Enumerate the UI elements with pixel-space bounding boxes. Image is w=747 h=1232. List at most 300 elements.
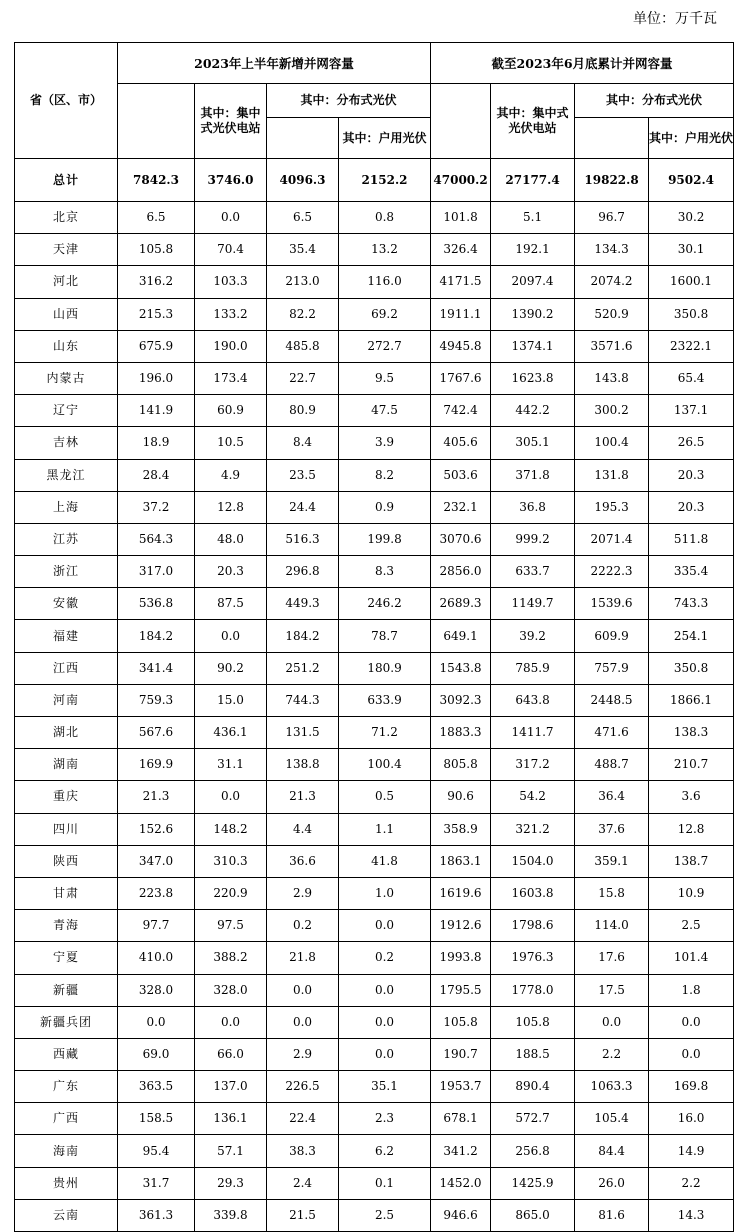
header-cum-centralized: 其中：集中式光伏电站	[491, 84, 575, 159]
province-name: 浙江	[15, 556, 118, 588]
cell-cum-household: 743.3	[649, 588, 734, 620]
cell-new-household: 6.2	[339, 1135, 431, 1167]
cell-new-distributed: 21.5	[267, 1199, 339, 1231]
cell-cum-centralized: 54.2	[491, 781, 575, 813]
cell-cum-household: 1.8	[649, 974, 734, 1006]
cell-cum-total: 105.8	[431, 1006, 491, 1038]
province-name: 广东	[15, 1071, 118, 1103]
cell-cum-total: 2689.3	[431, 588, 491, 620]
cell-new-distributed: 2.9	[267, 877, 339, 909]
table-row	[15, 1199, 734, 1231]
cell-new-centralized: 87.5	[195, 588, 267, 620]
cell-new-household: 9.5	[339, 362, 431, 394]
province-name: 总计	[15, 159, 118, 202]
cell-cum-distributed: 134.3	[575, 234, 649, 266]
cell-cum-household: 350.8	[649, 652, 734, 684]
cell-new-centralized: 3746.0	[195, 159, 267, 202]
cell-new-total: 759.3	[118, 684, 195, 716]
cell-new-distributed: 24.4	[267, 491, 339, 523]
table-row	[15, 298, 734, 330]
cell-new-total: 141.9	[118, 395, 195, 427]
cell-cum-household: 10.9	[649, 877, 734, 909]
cell-cum-distributed: 84.4	[575, 1135, 649, 1167]
cell-new-distributed: 296.8	[267, 556, 339, 588]
cell-cum-total: 1993.8	[431, 942, 491, 974]
cell-cum-centralized: 105.8	[491, 1006, 575, 1038]
cell-new-centralized: 0.0	[195, 781, 267, 813]
cell-cum-distributed: 1539.6	[575, 588, 649, 620]
cell-new-centralized: 310.3	[195, 845, 267, 877]
cell-cum-centralized: 39.2	[491, 620, 575, 652]
province-name: 内蒙古	[15, 362, 118, 394]
province-name: 广西	[15, 1103, 118, 1135]
cell-cum-centralized: 890.4	[491, 1071, 575, 1103]
cell-cum-total: 405.6	[431, 427, 491, 459]
table-row	[15, 523, 734, 555]
cell-cum-distributed: 359.1	[575, 845, 649, 877]
cell-cum-household: 9502.4	[649, 159, 734, 202]
table-row	[15, 1167, 734, 1199]
cell-new-distributed: 213.0	[267, 266, 339, 298]
header-province: 省（区、市）	[15, 43, 118, 159]
cell-new-centralized: 4.9	[195, 459, 267, 491]
cell-new-distributed: 2.9	[267, 1038, 339, 1070]
cell-new-household: 0.0	[339, 1038, 431, 1070]
cell-cum-centralized: 643.8	[491, 684, 575, 716]
cell-cum-household: 511.8	[649, 523, 734, 555]
cell-cum-total: 4945.8	[431, 330, 491, 362]
cell-new-total: 18.9	[118, 427, 195, 459]
cell-new-household: 69.2	[339, 298, 431, 330]
cell-cum-total: 1795.5	[431, 974, 491, 1006]
province-name: 辽宁	[15, 395, 118, 427]
table-row	[15, 749, 734, 781]
cell-new-household: 0.9	[339, 491, 431, 523]
cell-cum-total: 3092.3	[431, 684, 491, 716]
cell-new-centralized: 220.9	[195, 877, 267, 909]
cell-new-household: 0.1	[339, 1167, 431, 1199]
table-row	[15, 781, 734, 813]
cell-new-distributed: 251.2	[267, 652, 339, 684]
cell-cum-total: 1619.6	[431, 877, 491, 909]
table-row	[15, 684, 734, 716]
cell-cum-distributed: 15.8	[575, 877, 649, 909]
province-name: 北京	[15, 202, 118, 234]
cell-cum-household: 254.1	[649, 620, 734, 652]
cell-cum-distributed: 2071.4	[575, 523, 649, 555]
header-cum-total-blank	[431, 84, 491, 159]
cell-new-centralized: 29.3	[195, 1167, 267, 1199]
cell-cum-household: 335.4	[649, 556, 734, 588]
province-name: 山东	[15, 330, 118, 362]
table-row	[15, 427, 734, 459]
cell-new-total: 361.3	[118, 1199, 195, 1231]
table-row	[15, 942, 734, 974]
cell-cum-household: 350.8	[649, 298, 734, 330]
cell-new-household: 0.0	[339, 1006, 431, 1038]
cell-cum-total: 742.4	[431, 395, 491, 427]
table-row	[15, 813, 734, 845]
cell-new-household: 0.5	[339, 781, 431, 813]
cell-new-distributed: 131.5	[267, 717, 339, 749]
cell-new-distributed: 485.8	[267, 330, 339, 362]
table-row	[15, 845, 734, 877]
table-row	[15, 620, 734, 652]
cell-cum-household: 0.0	[649, 1006, 734, 1038]
cell-cum-total: 341.2	[431, 1135, 491, 1167]
cell-new-centralized: 436.1	[195, 717, 267, 749]
cell-new-household: 8.3	[339, 556, 431, 588]
cell-new-centralized: 10.5	[195, 427, 267, 459]
table-row	[15, 652, 734, 684]
table-row	[15, 1006, 734, 1038]
cell-cum-total: 358.9	[431, 813, 491, 845]
cell-cum-centralized: 1411.7	[491, 717, 575, 749]
header-cum-household: 其中：户用光伏	[649, 118, 734, 159]
cell-new-household: 199.8	[339, 523, 431, 555]
cell-cum-distributed: 131.8	[575, 459, 649, 491]
cell-cum-total: 90.6	[431, 781, 491, 813]
cell-cum-household: 26.5	[649, 427, 734, 459]
cell-cum-centralized: 1425.9	[491, 1167, 575, 1199]
cell-new-total: 675.9	[118, 330, 195, 362]
cell-new-household: 8.2	[339, 459, 431, 491]
cell-new-total: 28.4	[118, 459, 195, 491]
cell-cum-centralized: 1504.0	[491, 845, 575, 877]
cell-cum-distributed: 0.0	[575, 1006, 649, 1038]
cell-cum-centralized: 256.8	[491, 1135, 575, 1167]
cell-new-household: 272.7	[339, 330, 431, 362]
cell-cum-total: 1953.7	[431, 1071, 491, 1103]
cell-cum-centralized: 572.7	[491, 1103, 575, 1135]
cell-new-total: 169.9	[118, 749, 195, 781]
cell-cum-household: 65.4	[649, 362, 734, 394]
cell-cum-distributed: 1063.3	[575, 1071, 649, 1103]
cell-new-household: 0.8	[339, 202, 431, 234]
cell-new-centralized: 15.0	[195, 684, 267, 716]
cell-new-household: 13.2	[339, 234, 431, 266]
cell-cum-centralized: 1976.3	[491, 942, 575, 974]
cell-cum-household: 30.1	[649, 234, 734, 266]
cell-cum-total: 2856.0	[431, 556, 491, 588]
cell-new-distributed: 449.3	[267, 588, 339, 620]
cell-new-total: 536.8	[118, 588, 195, 620]
cell-new-distributed: 138.8	[267, 749, 339, 781]
cell-new-centralized: 388.2	[195, 942, 267, 974]
cell-cum-centralized: 317.2	[491, 749, 575, 781]
cell-cum-centralized: 633.7	[491, 556, 575, 588]
cell-new-distributed: 22.7	[267, 362, 339, 394]
cell-cum-distributed: 471.6	[575, 717, 649, 749]
province-name: 湖北	[15, 717, 118, 749]
table-row	[15, 556, 734, 588]
cell-cum-household: 0.0	[649, 1038, 734, 1070]
cell-new-household: 41.8	[339, 845, 431, 877]
cell-new-household: 2152.2	[339, 159, 431, 202]
cell-cum-distributed: 143.8	[575, 362, 649, 394]
cell-cum-total: 232.1	[431, 491, 491, 523]
cell-cum-distributed: 17.5	[575, 974, 649, 1006]
cell-new-centralized: 133.2	[195, 298, 267, 330]
province-name: 新疆	[15, 974, 118, 1006]
cell-cum-total: 47000.2	[431, 159, 491, 202]
cell-new-centralized: 0.0	[195, 202, 267, 234]
cell-cum-household: 138.7	[649, 845, 734, 877]
cell-new-centralized: 137.0	[195, 1071, 267, 1103]
cell-new-household: 1.1	[339, 813, 431, 845]
cell-new-total: 0.0	[118, 1006, 195, 1038]
cell-new-centralized: 190.0	[195, 330, 267, 362]
province-name: 重庆	[15, 781, 118, 813]
cell-new-household: 47.5	[339, 395, 431, 427]
header-new-centralized: 其中：集中式光伏电站	[195, 84, 267, 159]
cell-cum-distributed: 195.3	[575, 491, 649, 523]
cell-cum-centralized: 1390.2	[491, 298, 575, 330]
header-cum-distributed-blank	[575, 118, 649, 159]
cell-cum-total: 3070.6	[431, 523, 491, 555]
cell-cum-total: 190.7	[431, 1038, 491, 1070]
table-row	[15, 234, 734, 266]
cell-new-centralized: 31.1	[195, 749, 267, 781]
cell-cum-household: 20.3	[649, 491, 734, 523]
table-row	[15, 877, 734, 909]
cell-new-total: 363.5	[118, 1071, 195, 1103]
cell-cum-distributed: 520.9	[575, 298, 649, 330]
pv-capacity-table	[14, 42, 734, 1232]
cell-new-household: 35.1	[339, 1071, 431, 1103]
cell-cum-household: 169.8	[649, 1071, 734, 1103]
cell-new-distributed: 4.4	[267, 813, 339, 845]
province-name: 海南	[15, 1135, 118, 1167]
cell-cum-centralized: 305.1	[491, 427, 575, 459]
province-name: 四川	[15, 813, 118, 845]
cell-cum-total: 326.4	[431, 234, 491, 266]
cell-cum-centralized: 1603.8	[491, 877, 575, 909]
cell-cum-centralized: 192.1	[491, 234, 575, 266]
cell-new-centralized: 328.0	[195, 974, 267, 1006]
cell-new-household: 3.9	[339, 427, 431, 459]
cell-new-distributed: 82.2	[267, 298, 339, 330]
province-name: 福建	[15, 620, 118, 652]
cell-new-centralized: 339.8	[195, 1199, 267, 1231]
cell-new-total: 37.2	[118, 491, 195, 523]
province-name: 云南	[15, 1199, 118, 1231]
cell-new-total: 105.8	[118, 234, 195, 266]
cell-cum-household: 3.6	[649, 781, 734, 813]
cell-new-total: 97.7	[118, 910, 195, 942]
cell-cum-household: 14.3	[649, 1199, 734, 1231]
cell-new-household: 100.4	[339, 749, 431, 781]
province-name: 新疆兵团	[15, 1006, 118, 1038]
cell-cum-total: 503.6	[431, 459, 491, 491]
cell-new-total: 95.4	[118, 1135, 195, 1167]
province-name: 河北	[15, 266, 118, 298]
cell-cum-centralized: 188.5	[491, 1038, 575, 1070]
table-row	[15, 266, 734, 298]
cell-new-centralized: 0.0	[195, 1006, 267, 1038]
header-group-cumulative-capacity: 截至2023年6月底累计并网容量	[431, 43, 734, 84]
cell-cum-total: 946.6	[431, 1199, 491, 1231]
cell-new-household: 0.0	[339, 910, 431, 942]
unit-label: 单位：万千瓦	[633, 11, 717, 27]
cell-cum-centralized: 865.0	[491, 1199, 575, 1231]
cell-new-total: 347.0	[118, 845, 195, 877]
cell-new-distributed: 2.4	[267, 1167, 339, 1199]
province-name: 甘肃	[15, 877, 118, 909]
table-row	[15, 1071, 734, 1103]
cell-new-centralized: 0.0	[195, 620, 267, 652]
table-row	[15, 395, 734, 427]
cell-cum-distributed: 300.2	[575, 395, 649, 427]
province-name: 天津	[15, 234, 118, 266]
cell-cum-household: 20.3	[649, 459, 734, 491]
cell-cum-household: 16.0	[649, 1103, 734, 1135]
cell-cum-centralized: 1623.8	[491, 362, 575, 394]
cell-new-distributed: 35.4	[267, 234, 339, 266]
table-row	[15, 491, 734, 523]
cell-cum-household: 2322.1	[649, 330, 734, 362]
cell-cum-household: 1866.1	[649, 684, 734, 716]
cell-new-centralized: 173.4	[195, 362, 267, 394]
cell-new-household: 71.2	[339, 717, 431, 749]
cell-cum-household: 14.9	[649, 1135, 734, 1167]
cell-cum-total: 1883.3	[431, 717, 491, 749]
cell-new-distributed: 0.0	[267, 1006, 339, 1038]
cell-new-household: 116.0	[339, 266, 431, 298]
cell-cum-centralized: 36.8	[491, 491, 575, 523]
cell-cum-centralized: 785.9	[491, 652, 575, 684]
cell-cum-distributed: 36.4	[575, 781, 649, 813]
cell-cum-distributed: 2448.5	[575, 684, 649, 716]
cell-cum-centralized: 2097.4	[491, 266, 575, 298]
cell-new-household: 246.2	[339, 588, 431, 620]
cell-cum-total: 1543.8	[431, 652, 491, 684]
table-row	[15, 362, 734, 394]
cell-new-total: 196.0	[118, 362, 195, 394]
cell-new-distributed: 744.3	[267, 684, 339, 716]
cell-cum-household: 30.2	[649, 202, 734, 234]
cell-new-distributed: 38.3	[267, 1135, 339, 1167]
province-name: 贵州	[15, 1167, 118, 1199]
cell-cum-household: 2.2	[649, 1167, 734, 1199]
province-name: 河南	[15, 684, 118, 716]
cell-new-household: 1.0	[339, 877, 431, 909]
cell-cum-distributed: 2.2	[575, 1038, 649, 1070]
table-row	[15, 588, 734, 620]
cell-new-distributed: 23.5	[267, 459, 339, 491]
cell-cum-distributed: 114.0	[575, 910, 649, 942]
province-name: 湖南	[15, 749, 118, 781]
cell-new-centralized: 57.1	[195, 1135, 267, 1167]
cell-cum-distributed: 488.7	[575, 749, 649, 781]
cell-cum-total: 101.8	[431, 202, 491, 234]
table-row	[15, 1103, 734, 1135]
cell-cum-total: 1767.6	[431, 362, 491, 394]
cell-new-total: 223.8	[118, 877, 195, 909]
cell-new-distributed: 36.6	[267, 845, 339, 877]
cell-new-total: 7842.3	[118, 159, 195, 202]
cell-new-distributed: 21.3	[267, 781, 339, 813]
cell-new-household: 2.5	[339, 1199, 431, 1231]
cell-new-centralized: 90.2	[195, 652, 267, 684]
cell-new-household: 0.0	[339, 974, 431, 1006]
cell-new-household: 180.9	[339, 652, 431, 684]
cell-cum-centralized: 442.2	[491, 395, 575, 427]
table-row	[15, 330, 734, 362]
cell-new-distributed: 8.4	[267, 427, 339, 459]
province-name: 陕西	[15, 845, 118, 877]
cell-new-total: 152.6	[118, 813, 195, 845]
total-row	[15, 159, 734, 202]
cell-new-total: 317.0	[118, 556, 195, 588]
header-new-household: 其中：户用光伏	[339, 118, 431, 159]
cell-cum-household: 137.1	[649, 395, 734, 427]
cell-new-household: 633.9	[339, 684, 431, 716]
cell-new-centralized: 97.5	[195, 910, 267, 942]
province-name: 青海	[15, 910, 118, 942]
header-group-new-capacity: 2023年上半年新增并网容量	[118, 43, 431, 84]
cell-new-centralized: 48.0	[195, 523, 267, 555]
cell-cum-centralized: 5.1	[491, 202, 575, 234]
province-name: 上海	[15, 491, 118, 523]
table-row	[15, 717, 734, 749]
cell-cum-centralized: 1798.6	[491, 910, 575, 942]
cell-new-total: 31.7	[118, 1167, 195, 1199]
cell-new-household: 0.2	[339, 942, 431, 974]
cell-cum-total: 678.1	[431, 1103, 491, 1135]
cell-new-distributed: 4096.3	[267, 159, 339, 202]
province-name: 江西	[15, 652, 118, 684]
header-new-distributed: 其中：分布式光伏	[267, 84, 431, 118]
cell-new-distributed: 22.4	[267, 1103, 339, 1135]
cell-new-total: 316.2	[118, 266, 195, 298]
cell-cum-distributed: 17.6	[575, 942, 649, 974]
cell-cum-total: 4171.5	[431, 266, 491, 298]
cell-cum-household: 12.8	[649, 813, 734, 845]
cell-cum-centralized: 321.2	[491, 813, 575, 845]
cell-new-total: 328.0	[118, 974, 195, 1006]
cell-cum-distributed: 100.4	[575, 427, 649, 459]
cell-new-total: 410.0	[118, 942, 195, 974]
cell-new-total: 215.3	[118, 298, 195, 330]
table-row	[15, 459, 734, 491]
cell-cum-household: 2.5	[649, 910, 734, 942]
table-row	[15, 1135, 734, 1167]
cell-cum-household: 138.3	[649, 717, 734, 749]
cell-new-household: 2.3	[339, 1103, 431, 1135]
cell-new-distributed: 0.2	[267, 910, 339, 942]
cell-cum-centralized: 27177.4	[491, 159, 575, 202]
cell-new-total: 6.5	[118, 202, 195, 234]
cell-new-distributed: 226.5	[267, 1071, 339, 1103]
cell-new-centralized: 148.2	[195, 813, 267, 845]
cell-cum-distributed: 105.4	[575, 1103, 649, 1135]
table-row	[15, 910, 734, 942]
cell-cum-total: 1911.1	[431, 298, 491, 330]
cell-cum-centralized: 1149.7	[491, 588, 575, 620]
cell-new-distributed: 0.0	[267, 974, 339, 1006]
cell-new-centralized: 12.8	[195, 491, 267, 523]
cell-new-centralized: 70.4	[195, 234, 267, 266]
province-name: 安徽	[15, 588, 118, 620]
province-name: 山西	[15, 298, 118, 330]
cell-new-total: 69.0	[118, 1038, 195, 1070]
cell-cum-distributed: 26.0	[575, 1167, 649, 1199]
cell-cum-centralized: 1778.0	[491, 974, 575, 1006]
cell-new-total: 158.5	[118, 1103, 195, 1135]
cell-new-distributed: 80.9	[267, 395, 339, 427]
cell-new-distributed: 184.2	[267, 620, 339, 652]
